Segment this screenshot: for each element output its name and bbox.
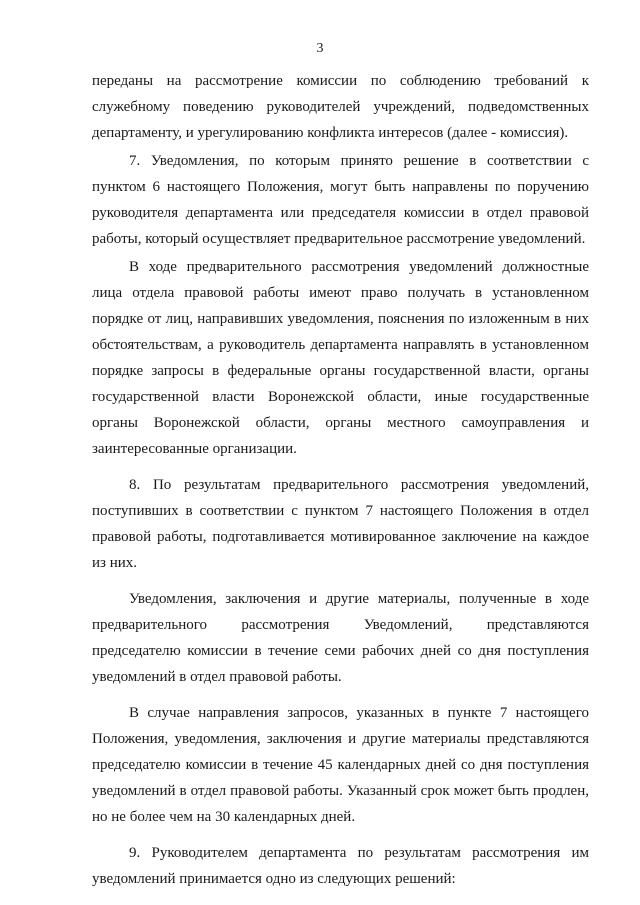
paragraph-requests-deadline: В случае направления запросов, указанных в пункте 7 настоящего Положения, уведомления, заключения и другие материалы представляются председателю комиссии в течение 45 календарных дней со дня поступления уведомлений в отдел правовой работы. Указанный срок может быть продлен, но не более чем на 30 календарных дней. (92, 705, 589, 825)
paragraph-item-9: 9. Руководителем департамента по результатам рассмотрения им уведомлений принимается одно из следующих решений: (92, 845, 589, 887)
paragraph-continuation: переданы на рассмотрение комиссии по соблюдению требований к служебному поведению руководителей учреждений, подведомственных департаменту, и урегулированию конфликта интересов (далее - комиссия). (92, 73, 589, 141)
paragraph-materials-submission: Уведомления, заключения и другие материалы, полученные в ходе предварительного рассмотрения Уведомлений, представляются председателю комиссии в течение семи рабочих дней со дня поступления уведомлений в отдел правовой работы. (92, 591, 589, 685)
document-body (92, 68, 589, 892)
paragraph-item-8: 8. По результатам предварительного рассмотрения уведомлений, поступивших в соответствии с пунктом 7 настоящего Положения в отдел правовой работы, подготавливается мотивированное заключение на каждое из них. (92, 477, 589, 571)
paragraph-preliminary-review: В ходе предварительного рассмотрения уведомлений должностные лица отдела правовой работы имеют право получать в установленном порядке от лиц, направивших уведомления, пояснения по изложенным в них обстоятельствам, а руководитель департамента направлять в установленном порядке запросы в федеральные органы государственной власти, органы государственной власти Воронежской области, иные государственные органы Воронежской области, органы местного самоуправления и заинтересованные организации. (92, 259, 589, 457)
paragraph-item-7: 7. Уведомления, по которым принято решение в соответствии с пунктом 6 настоящего Положения, могут быть направлены по поручению руководителя департамента или председателя комиссии в отдел правовой работы, который осуществляет предварительное рассмотрение уведомлений. (92, 153, 589, 247)
page-number: 3 (316, 41, 324, 56)
